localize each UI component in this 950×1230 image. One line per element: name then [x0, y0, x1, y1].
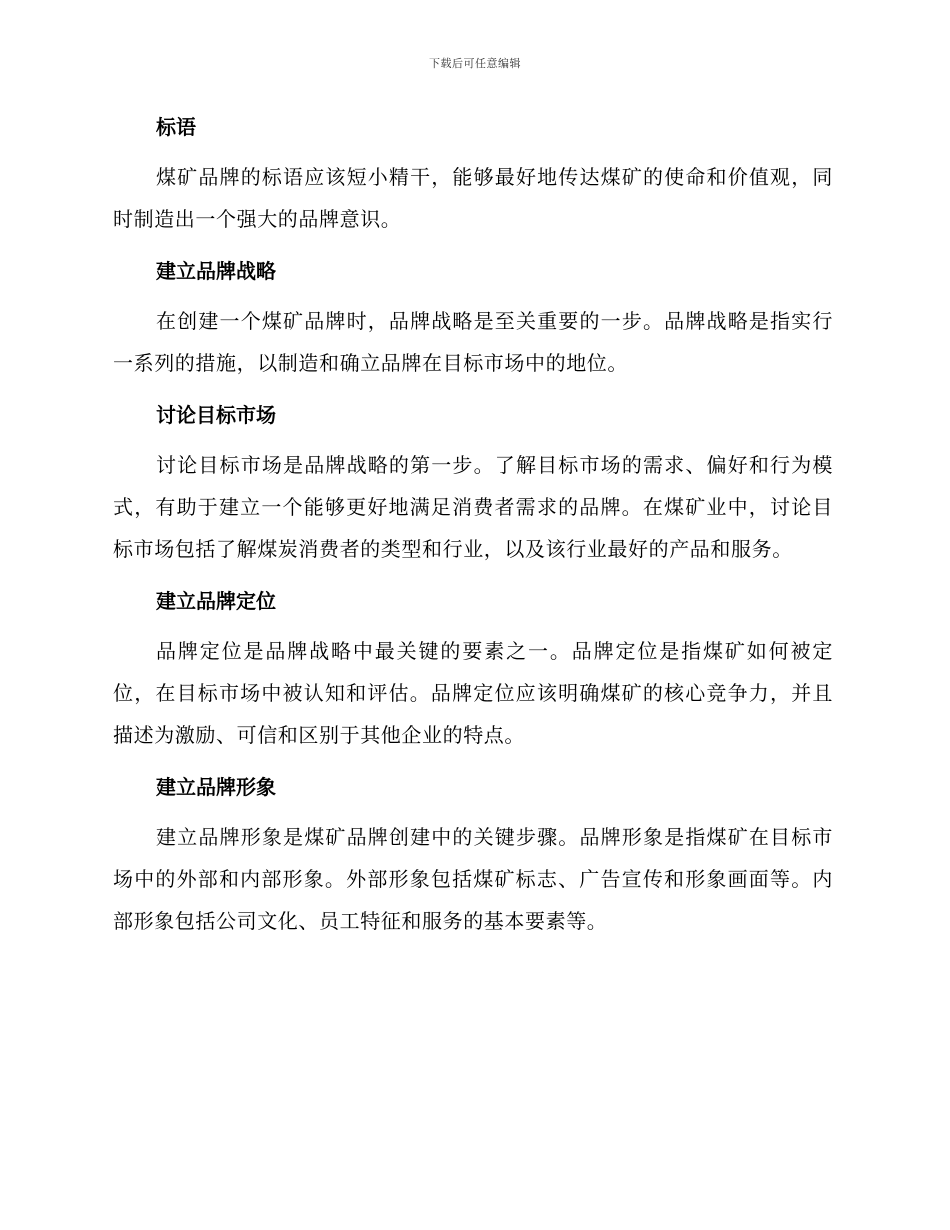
section-paragraph-slogan: 煤矿品牌的标语应该短小精干，能够最好地传达煤矿的使命和价值观，同时制造出一个强大的品牌意识。 — [113, 165, 833, 231]
section-heading-brand-strategy: 建立品牌战略 — [156, 259, 276, 283]
page-header-note: 下载后可任意编辑 — [429, 57, 521, 70]
document-body — [113, 107, 833, 953]
section-paragraph-brand-image: 建立品牌形象是煤矿品牌创建中的关键步骤。品牌形象是指煤矿在目标市场中的外部和内部形象。外部形象包括煤矿标志、广告宣传和形象画面等。内部形象包括公司文化、员工特征和服务的基本要素等。 — [113, 825, 833, 933]
section-paragraph-target-market: 讨论目标市场是品牌战略的第一步。了解目标市场的需求、偏好和行为模式，有助于建立一个能够更好地满足消费者需求的品牌。在煤矿业中，讨论目标市场包括了解煤炭消费者的类型和行业，以及该行业最好的产品和服务。 — [113, 453, 833, 561]
section-heading-brand-image: 建立品牌形象 — [156, 775, 276, 799]
section-heading-slogan: 标语 — [156, 115, 196, 139]
section-heading-brand-positioning: 建立品牌定位 — [156, 589, 276, 613]
section-paragraph-brand-positioning: 品牌定位是品牌战略中最关键的要素之一。品牌定位是指煤矿如何被定位，在目标市场中被认知和评估。品牌定位应该明确煤矿的核心竞争力，并且描述为激励、可信和区别于其他企业的特点。 — [113, 639, 833, 747]
section-paragraph-brand-strategy: 在创建一个煤矿品牌时，品牌战略是至关重要的一步。品牌战略是指实行一系列的措施，以制造和确立品牌在目标市场中的地位。 — [113, 309, 833, 375]
section-heading-target-market: 讨论目标市场 — [156, 403, 276, 427]
